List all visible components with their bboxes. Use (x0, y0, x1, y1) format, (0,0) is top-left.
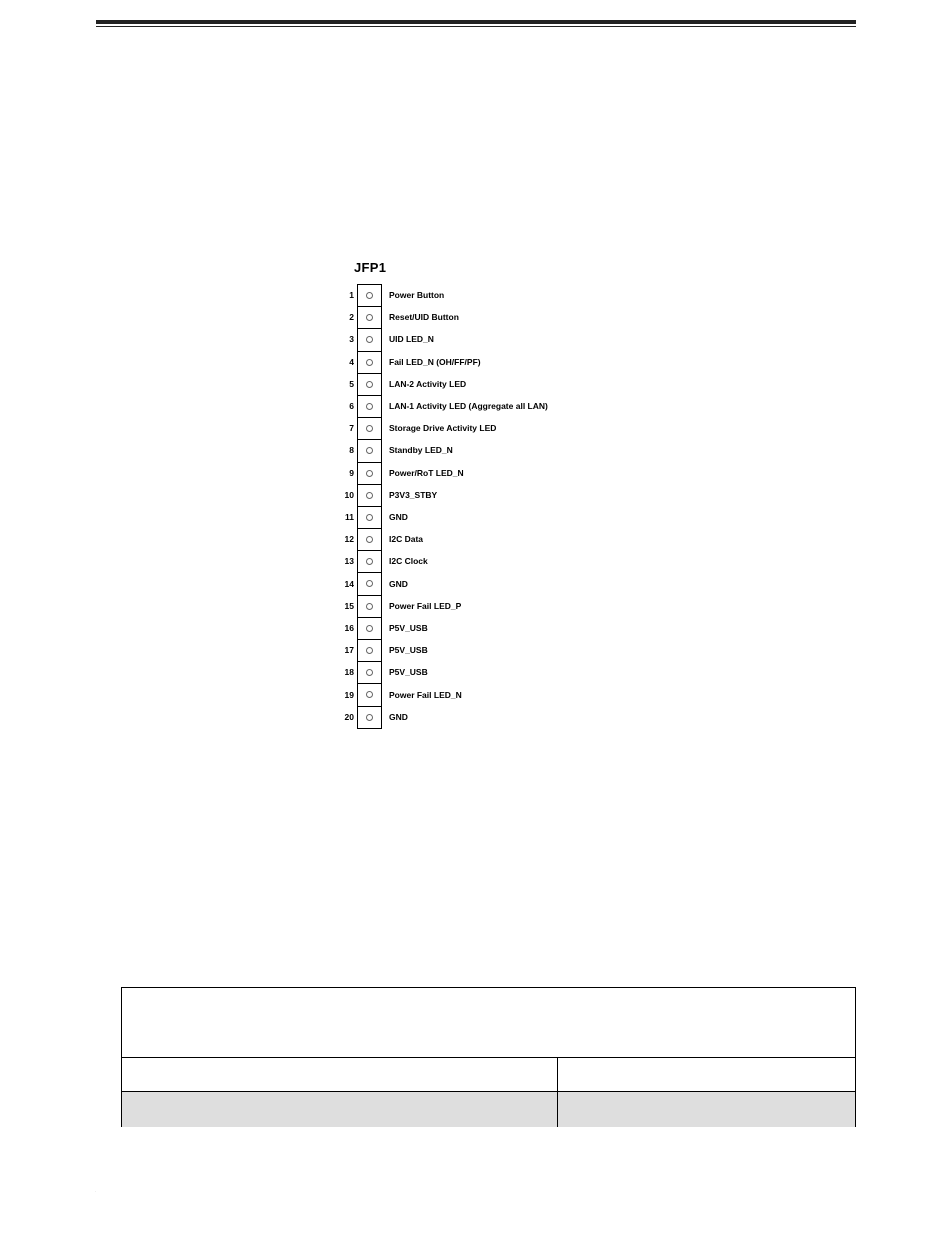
pin-cell (358, 640, 381, 662)
pin-label: Storage Drive Activity LED (389, 423, 497, 434)
pin-circle-icon (366, 625, 373, 632)
pin-label: Standby LED_N (389, 445, 453, 456)
pin-number: 3 (349, 334, 354, 345)
pin-circle-icon (366, 359, 373, 366)
pin-cell (358, 507, 381, 529)
pin-circle-icon (366, 714, 373, 721)
pin-cell (358, 307, 381, 329)
pin-cell (358, 396, 381, 418)
corner-mark: . (95, 1188, 97, 1193)
pin-number: 8 (349, 445, 354, 456)
pin-number: 16 (344, 623, 354, 633)
table-row (122, 1058, 855, 1092)
table-cell (558, 1092, 855, 1127)
pin-label: P5V_USB (389, 623, 428, 633)
pin-circle-icon (366, 425, 373, 432)
pin-cell (358, 529, 381, 551)
pin-circle-icon (366, 314, 373, 321)
pin-number: 7 (349, 423, 354, 434)
table-cell (558, 1058, 855, 1091)
pin-label: I2C Data (389, 534, 424, 545)
pin-number: 9 (349, 467, 354, 478)
pin-label: UID LED_N (389, 334, 434, 345)
pin-number: 19 (344, 689, 354, 700)
pin-number: 10 (344, 489, 354, 500)
table-cell (122, 1058, 558, 1091)
table-cell (122, 1092, 558, 1127)
pin-label: P5V_USB (389, 645, 428, 656)
pin-cell (358, 352, 381, 374)
pin-cell (358, 418, 381, 440)
pin-label: P5V_USB (389, 667, 428, 678)
pin-number: 11 (345, 512, 354, 522)
pin-cell (358, 662, 381, 684)
pin-circle-icon (366, 336, 373, 343)
pin-circle-icon (366, 536, 373, 543)
pin-number: 5 (349, 378, 354, 389)
table-header (122, 988, 855, 1058)
pin-label: LAN-2 Activity LED (389, 378, 467, 389)
pin-circle-icon (366, 558, 373, 565)
pin-cell (358, 329, 381, 351)
pin-number: 1 (349, 290, 354, 300)
pin-cell (358, 551, 381, 573)
pin-circle-icon (366, 381, 373, 388)
pin-number: 18 (344, 667, 354, 678)
pin-label: Power/RoT LED_N (389, 467, 464, 478)
pin-circle-icon (366, 492, 373, 499)
pin-cell (358, 374, 381, 396)
pin-number: 15 (344, 600, 354, 611)
pin-circle-icon (366, 403, 373, 410)
pin-cell (358, 573, 381, 595)
pin-definition-table (121, 987, 856, 1127)
pin-number: 2 (349, 312, 354, 323)
pin-circle-icon (366, 603, 373, 610)
header-rule-thick (96, 20, 856, 24)
connector-title: JFP1 (354, 260, 387, 275)
pin-number: 13 (344, 556, 354, 567)
pin-cell (358, 707, 381, 729)
pin-label: GND (389, 512, 408, 522)
pin-cell (358, 684, 381, 706)
pin-cell (358, 596, 381, 618)
pin-number: 6 (349, 401, 354, 411)
pin-number: 17 (344, 645, 354, 656)
pin-cell (358, 463, 381, 485)
pin-label: P3V3_STBY (389, 489, 438, 500)
table-row (122, 1092, 855, 1127)
header-rule-thin (96, 26, 856, 27)
pin-label: Fail LED_N (OH/FF/PF) (389, 356, 481, 367)
pin-label: Reset/UID Button (389, 312, 459, 323)
pin-circle-icon (366, 669, 373, 676)
pin-number: 4 (349, 356, 354, 367)
pin-cell (358, 618, 381, 640)
pin-circle-icon (366, 292, 373, 299)
pin-cell (358, 285, 381, 307)
pin-number: 14 (344, 578, 354, 589)
pin-number: 12 (344, 534, 354, 545)
pin-label: I2C Clock (389, 556, 428, 567)
pin-label: GND (389, 578, 408, 589)
pin-label: Power Fail LED_P (389, 600, 462, 611)
pin-cell (358, 440, 381, 462)
pin-circle-icon (366, 447, 373, 454)
pin-circle-icon (366, 647, 373, 654)
pin-number: 20 (344, 711, 354, 722)
pin-circle-icon (366, 514, 373, 521)
pin-header-diagram (357, 284, 382, 729)
pin-cell (358, 485, 381, 507)
pin-label: LAN-1 Activity LED (Aggregate all LAN) (389, 401, 548, 411)
pin-label: Power Button (389, 290, 445, 300)
pin-circle-icon (366, 580, 373, 587)
pin-circle-icon (366, 470, 373, 477)
pin-circle-icon (366, 691, 373, 698)
pin-label: Power Fail LED_N (389, 689, 462, 700)
pin-label: GND (389, 711, 408, 722)
